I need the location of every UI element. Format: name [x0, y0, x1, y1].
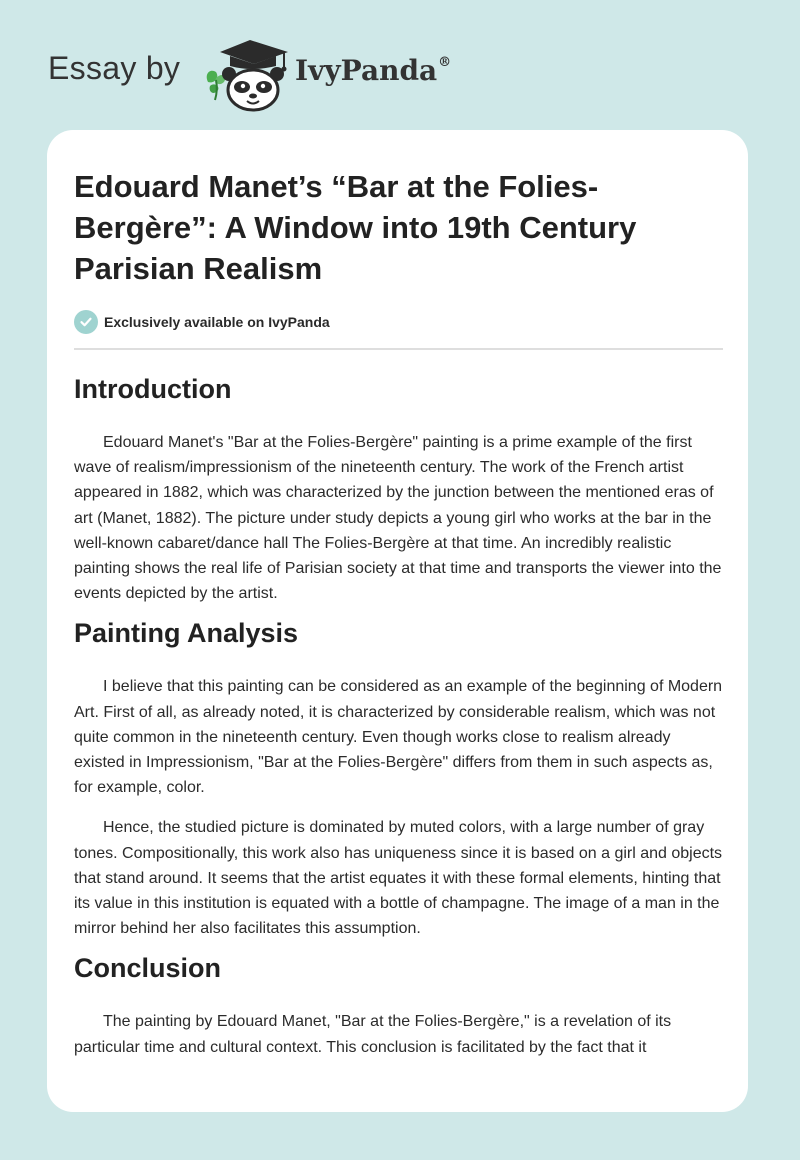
- check-circle-icon: [74, 310, 98, 334]
- essay-title: Edouard Manet’s “Bar at the Folies-Bergère”: A Window into 19th Century Parisian Realism: [74, 169, 637, 286]
- registered-mark: ®: [438, 54, 452, 70]
- exclusive-badge: [74, 309, 724, 335]
- essay-content: [74, 166, 724, 1060]
- essay-by-label: Essay by: [48, 50, 181, 86]
- section-heading-introduction: Introduction: [74, 374, 232, 404]
- section-heading-conclusion: Conclusion: [74, 953, 221, 984]
- section-heading-painting-analysis: Painting Analysis: [74, 618, 299, 649]
- introduction-paragraph: Edouard Manet's "Bar at the Folies-Bergère" painting is a prime example of the first wave of realism/impressionism of the nineteenth century. The work of the French artist appeared in 1882, which was characterized by the junction between the mentioned eras of art (Manet, 1882). The picture under study depicts a young girl who works at the bar in the well-known cabaret/dance hall The Folies-Bergère at that time. An incredibly realistic painting shows the real life of Parisian society at that time and transports the viewer into the events depicted by the artist.: [74, 434, 722, 603]
- analysis-paragraph-2: Hence, the studied picture is dominated by muted colors, with a large number of gray tones. Compositionally, this work also has uniqueness since it is based on a girl and objects that stand around. It seems that the artist equates it with these formal elements, hinting that its value in this institution is equated with a bottle of champagne. The image of a man in the mirror behind her also facilitates this assumption.: [74, 819, 723, 938]
- exclusive-badge-text: Exclusively available on IvyPanda: [104, 314, 330, 330]
- brand-name[interactable]: IvyPanda®: [295, 54, 452, 87]
- divider: [74, 348, 723, 350]
- analysis-paragraph-1: I believe that this painting can be considered as an example of the beginning of Modern Art. First of all, as already noted, it is characterized by considerable realism, which was not quite common in the nineteenth century. Even though works close to realism already existed in Impressionism, "Bar at the Folies-Bergère" differs from them in such aspects as, for example, color.: [74, 678, 723, 797]
- site-header: [0, 0, 800, 130]
- conclusion-paragraph: The painting by Edouard Manet, "Bar at the Folies-Bergère," is a revelation of its particular time and cultural context. This conclusion is facilitated by the fact that it: [74, 1013, 672, 1056]
- essay-card: [47, 130, 748, 1112]
- panda-graduation-cap-icon[interactable]: [202, 38, 294, 112]
